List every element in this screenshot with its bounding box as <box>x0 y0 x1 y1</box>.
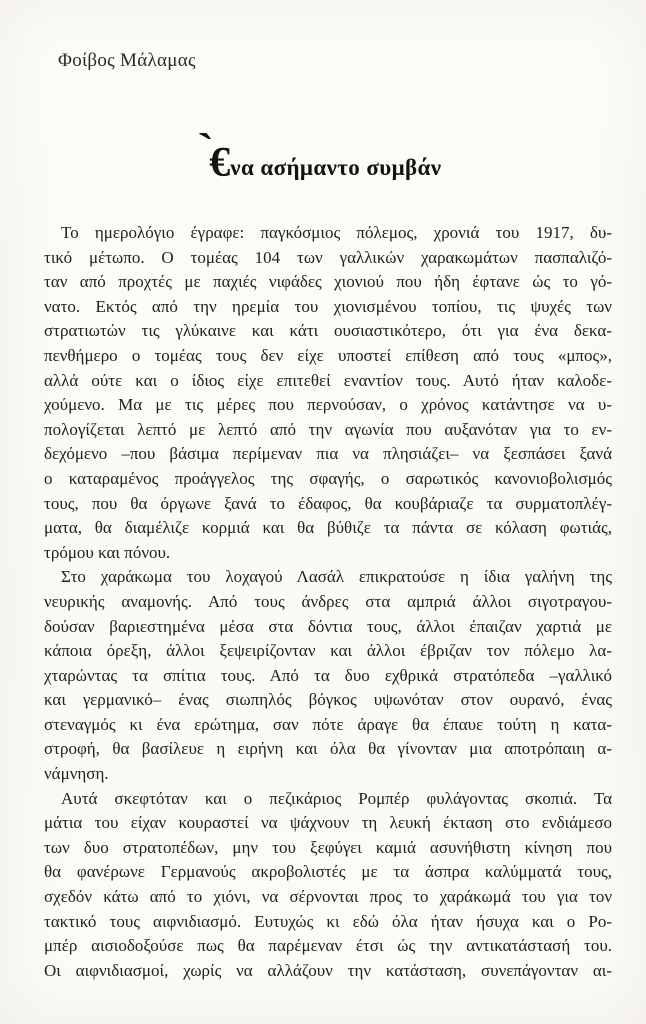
page-title: `€να ασήμαντο συμβάν <box>196 125 442 186</box>
text-line: νάμνηση. <box>44 764 109 784</box>
paragraph-2 <box>44 565 612 786</box>
paragraph-1 <box>44 221 612 565</box>
text-line: πενθήμερο ο τομέας τους δεν είχε υποστεί επίθεση από τους «μπος», <box>44 345 612 365</box>
text-line: ταν από προχτές με παχιές νιφάδες χιονιού που ήδη έφτανε ώς το γό- <box>44 272 612 292</box>
text-line: ματα, θα διαμέλιζε κορμιά και θα βύθιζε τα πάντα σε κόλαση φωτιάς, <box>44 518 612 538</box>
title-initial-epsilon: € <box>209 140 231 186</box>
text-line: πολογίζεται λεπτό με λεπτό από την αγωνία που αυξανόταν για το εν- <box>44 419 612 439</box>
text-line: και γερμανικό– ένας σιωπηλός βόγκος υψωνόταν στον ουρανό, ένας <box>44 690 612 710</box>
text-line: τακτικό τους αιφνιδιασμό. Ευτυχώς κι εδώ όλα ήταν ήσυχα και ο Ρο- <box>44 911 612 931</box>
text-line: Οι αιφνιδιασμοί, χωρίς να αλλάζουν την κατάσταση, συνεπάγονταν αι- <box>44 960 612 980</box>
text-line: χταρώντας τα σπίτια τους. Από τα δυο εχθρικά στρατόπεδα –γαλλικό <box>44 665 612 685</box>
text-line: μάτια του είχαν κουραστεί να ψάχνουν τη λευκή έκταση στο ενδιάμεσο <box>44 813 612 833</box>
text-line: Το ημερολόγιο έγραφε: παγκόσμιος πόλεμος, χρονιά του 1917, δυ- <box>61 223 612 242</box>
body-text <box>44 221 612 983</box>
text-line: Στο χαράκωμα του λοχαγού Λασάλ επικρατούσε η ίδια γαλήνη της <box>61 567 612 587</box>
text-line: δούσαν βαριεστημένα μέσα στα δόντια τους, άλλοι έπαιζαν χαρτιά με <box>44 616 612 636</box>
text-line: δεχόμενο –που βάσιμα περίμεναν πια να πλησιάζει– να ξεσπάσει ξανά <box>44 444 612 464</box>
paragraph-3 <box>44 787 612 984</box>
text-line: νευρικής αναμονής. Από τους άνδρες στα αμπριά άλλοι σιγοτραγου- <box>44 591 612 611</box>
text-line: κάποια όρεξη, άλλοι ξεψειρίζονταν και άλλοι έβριζαν τον πόλεμο λα- <box>44 641 612 661</box>
text-line: των δυο στρατοπέδων, μην του ξεφύγει καμιά ασυνήθιστη κίνηση που <box>44 837 612 857</box>
text-line: θα φανέρωνε Γερμανούς ακροβολιστές με τα άσπρα καλύμματά τους, <box>44 862 612 882</box>
text-line: ο καταραμένος προάγγελος της σφαγής, ο σαρωτικός κανονιοβολισμός <box>44 468 612 488</box>
text-line: τρόμου και πόνου. <box>44 542 171 562</box>
text-line: αλλά ούτε και ο ίδιος είχε επιτεθεί εναντίον τους. Αυτό ήταν καλοδε- <box>44 370 612 390</box>
text-line: νατο. Εκτός από την ηρεμία του χιονισμένου τοπίου, τις ψυχές των <box>44 296 612 316</box>
text-line: στεναγμός κι ένα ερώτημα, σαν πότε άραγε θα έπαυε τούτη η κατα- <box>44 714 612 734</box>
text-line: τικό μέτωπο. Ο τομέας 104 των γαλλικών χαρακωμάτων πασπαλιζό- <box>44 247 612 267</box>
title-text: να ασήμαντο συμβάν <box>230 155 442 180</box>
text-line: τους, που θα όργωνε ξανά το έδαφος, θα κουβάριαζε τα συρματοπλέγ- <box>44 493 612 513</box>
text-line: μπέρ αισιοδοξούσε πως θα παρέμεναν έτσι ώς την αντικατάστασή του. <box>44 936 612 956</box>
text-line: στρατιωτών τις γλύκαινε και κάτι ουσιαστικότερο, ότι για ένα δεκα- <box>44 321 612 341</box>
author-name: Φοίβος Μάλαμας <box>58 50 196 71</box>
text-line: στροφή, θα βασίλευε η ειρήνη και όλα θα γίνονταν μια αποτρόπαιη α- <box>44 739 612 759</box>
text-line: σχεδόν κάτω από το χιόνι, να σέρνονται προς το χαράκωμά του για τον <box>44 887 612 907</box>
text-line: χούμενο. Μα με τις μέρες που περνούσαν, ο χρόνος κατάντησε να υ- <box>44 395 612 415</box>
text-line: Αυτά σκεφτόταν και ο πεζικάριος Ρομπέρ φυλάγοντας σκοπιά. Τα <box>61 788 612 808</box>
